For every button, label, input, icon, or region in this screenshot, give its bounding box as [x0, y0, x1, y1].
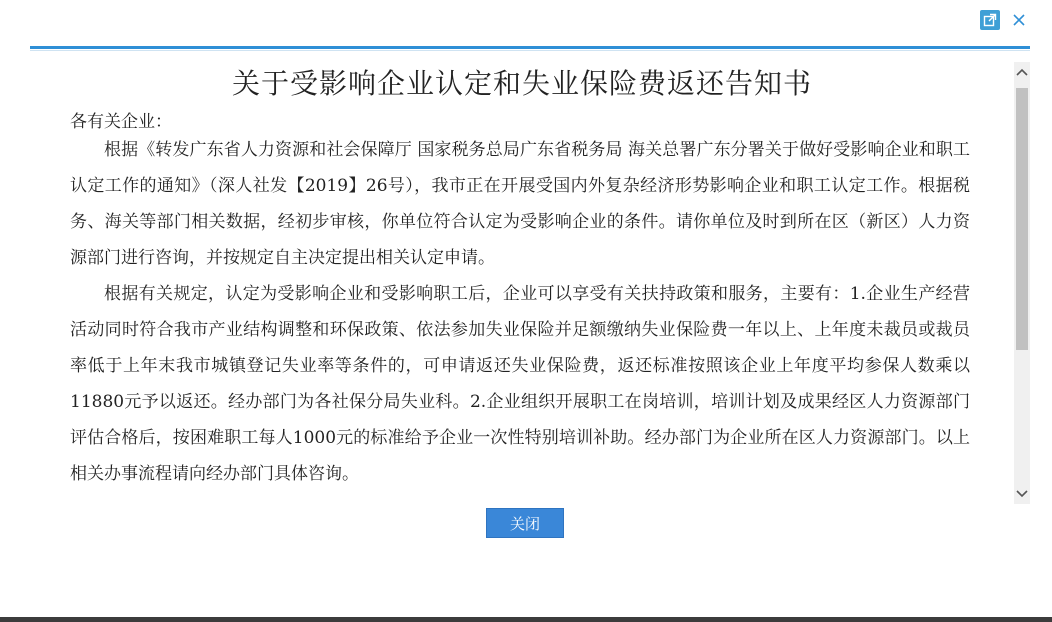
header-divider [30, 46, 1030, 49]
scrollbar-thumb[interactable] [1016, 88, 1028, 350]
notice-content [30, 52, 1014, 504]
header-divider-shadow [30, 50, 1030, 51]
paragraph-1: 根据《转发广东省人力资源和社会保障厅 国家税务总局广东省税务局 海关总署广东分署关于做好受影响企业和职工认定工作的通知》（深人社发【2019】26号），我市正在开展受国内外复杂经济形势影响企业和职工认定工作。根据税务、海关等部门相关数据，经初步审核，你单位符合认定为受影响企业的条件。请你单位及时到所在区（新区）人力资源部门进行咨询，并按规定自主决定提出相关认定申请。 [70, 140, 970, 268]
vertical-scrollbar[interactable] [1014, 62, 1030, 504]
window-controls [980, 10, 1028, 30]
paragraph-2: 根据有关规定，认定为受影响企业和受影响职工后，企业可以享受有关扶持政策和服务，主要有：1.企业生产经营活动同时符合我市产业结构调整和环保政策、依法参加失业保险并足额缴纳失业保险费一年以上、上年度未裁员或裁员率低于上年末我市城镇登记失业率等条件的，可申请返还失业保险费，返还标准按照该企业上年度平均参保人数乘以11880元予以返还。经办部门为各社保分局失业科。2.企业组织开展职工在岗培训，培训计划及成果经区人力资源部门评估合格后，按困难职工每人1000元的标准给予企业一次性特别培训补助。经办部门为企业所在区人力资源部门。以上相关办事流程请向经办部门具体咨询。 [70, 284, 970, 484]
bottom-bar [0, 617, 1052, 622]
salutation: 各有关企业： [70, 112, 172, 132]
chevron-up-icon[interactable] [1014, 62, 1030, 82]
close-button[interactable]: 关闭 [486, 508, 564, 538]
chevron-down-icon[interactable] [1014, 484, 1030, 504]
external-link-icon[interactable] [980, 10, 1000, 30]
dialog-title: 关于受影响企业认定和失业保险费返还告知书 [231, 67, 812, 100]
close-icon[interactable] [1010, 11, 1028, 29]
